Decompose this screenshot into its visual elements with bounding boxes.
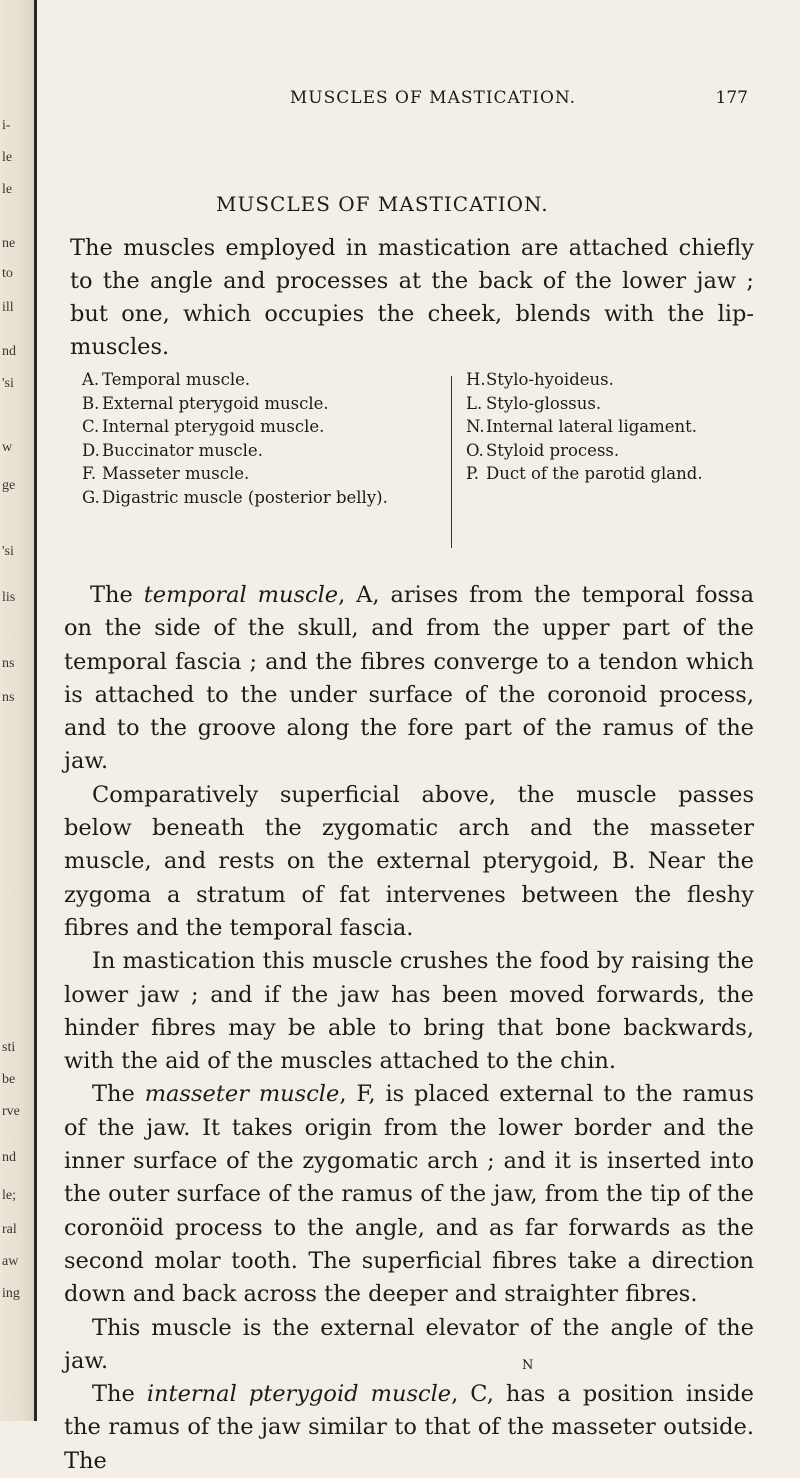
paragraph: Comparatively superficial above, the muscle passes below beneath the zygomatic arch and the masseter muscle, and rests on the external pterygoid, B. Near the zygoma a stratum of fat intervenes between the fleshy fibres and the temporal fascia. <box>64 781 754 941</box>
text-run: , C, has a position inside the ramus of the jaw similar to that of the masseter outside. The <box>64 1381 755 1474</box>
gutter-fragment: rve <box>2 1104 20 1119</box>
term-masseter-muscle: masseter muscle <box>144 1081 340 1108</box>
gutter-fragment: aw <box>2 1254 19 1269</box>
legend-letter: B. <box>82 393 100 413</box>
gutter-fragment: ne <box>2 236 16 251</box>
gutter-fragment: 'si <box>2 544 14 559</box>
gutter-fragment: i- <box>2 118 11 133</box>
gutter-fragment: sti <box>2 1040 16 1055</box>
legend-item <box>466 439 766 463</box>
legend-text: Masseter muscle. <box>102 464 250 483</box>
legend-text: Buccinator muscle. <box>102 440 263 460</box>
figure-legend <box>70 368 760 558</box>
gutter-fragment: le; <box>2 1188 16 1203</box>
binding-edge <box>34 0 37 1421</box>
legend-letter: A. <box>82 370 100 389</box>
running-head: MUSCLES OF MASTICATION. <box>289 88 577 108</box>
signature-mark: N <box>522 1358 534 1373</box>
legend-letter: G. <box>82 487 100 507</box>
legend-text: Digastric muscle (posterior belly). <box>102 487 388 507</box>
legend-letter: F. <box>82 464 97 483</box>
gutter-fragment: w <box>2 440 13 455</box>
gutter-margin <box>0 0 36 1421</box>
gutter-fragment: lis <box>2 590 16 605</box>
gutter-fragment: 'si <box>2 376 14 391</box>
gutter-fragment: ing <box>2 1286 20 1301</box>
gutter-fragment: ns <box>2 690 15 705</box>
paragraph: In mastication this muscle crushes the food by raising the lower jaw ; and if the jaw has been moved forwards, the hinder fibres may be able to bring that bone backwards, with the aid of the muscles attached to the chin. <box>64 948 754 1075</box>
gutter-fragment: le <box>2 182 13 197</box>
gutter-fragment: nd <box>2 1150 16 1165</box>
gutter-fragment: ge <box>2 478 16 493</box>
section-title: MUSCLES OF MASTICATION. <box>216 192 549 216</box>
legend-text: Temporal muscle. <box>102 370 251 389</box>
legend-letter: C. <box>82 417 100 436</box>
legend-letter: D. <box>82 440 100 460</box>
text-run: , A, arises from the temporal fossa on the side of the skull, and from the upper part of the temporal fascia ; and the fibres converge to a tendon which is attached to the under surface of the coronoid process, and to the groove along the fore part of the ramus of the jaw. <box>64 582 754 775</box>
legend-text: Internal lateral ligament. <box>486 417 698 436</box>
gutter-fragment: ns <box>2 656 15 671</box>
legend-text: External pterygoid muscle. <box>102 393 329 413</box>
term-temporal-muscle: temporal muscle <box>143 582 339 608</box>
legend-column-right <box>466 368 766 486</box>
page-number: 177 <box>715 88 748 108</box>
legend-letter: O. <box>466 440 484 460</box>
intro-paragraph: The muscles employed in mastication are attached chiefly to the angle and processes at the back of the lower jaw ; but one, which occupies the cheek, blends with the lip-muscles. <box>70 235 754 360</box>
legend-text: Styloid process. <box>486 440 620 460</box>
legend-item <box>466 368 766 392</box>
legend-item <box>82 462 392 486</box>
legend-item <box>466 392 766 416</box>
gutter-fragment: to <box>2 266 13 281</box>
text-run: , F, is placed external to the ramus of the jaw. It takes origin from the lower border and the inner surface of the zygomatic arch ; and it is inserted into the outer surface of the ramus of the jaw, from the tip of the coronöid process to the angle, and as far forwards as the second molar tooth. The superficial fibres take a direction down and back across the deeper and straighter fibres. <box>64 1081 755 1308</box>
gutter-fragment: ral <box>2 1222 17 1237</box>
gutter-fragment: nd <box>2 344 16 359</box>
legend-item <box>82 486 392 510</box>
term-internal-pterygoid: internal pterygoid muscle <box>146 1381 452 1408</box>
text-run: The <box>90 582 144 608</box>
legend-letter: H. <box>466 370 486 389</box>
legend-letter: P. <box>466 464 480 483</box>
legend-letter: N. <box>466 417 485 436</box>
legend-item <box>82 439 392 463</box>
paragraph-masseter <box>64 1078 754 1311</box>
legend-column-left <box>82 368 392 509</box>
gutter-fragment: be <box>2 1072 16 1087</box>
legend-item <box>82 392 392 416</box>
text-run: The <box>92 1081 145 1108</box>
legend-item <box>466 462 766 486</box>
legend-text: Duct of the parotid gland. <box>486 464 703 483</box>
legend-item <box>466 415 766 439</box>
paragraph-temporal <box>64 579 754 779</box>
body-text <box>64 579 754 1478</box>
text-run: The <box>92 1381 147 1408</box>
legend-item <box>82 368 392 392</box>
paragraph: This muscle is the external elevator of the angle of the jaw. <box>64 1314 754 1374</box>
legend-letter: L. <box>466 393 483 413</box>
legend-item <box>82 415 392 439</box>
paragraph-pterygoid <box>64 1378 754 1478</box>
legend-text: Stylo-glossus. <box>486 393 602 413</box>
legend-divider <box>451 376 452 548</box>
gutter-fragment: ill <box>2 300 14 315</box>
gutter-fragment: le <box>2 150 13 165</box>
legend-text: Internal pterygoid muscle. <box>102 417 325 436</box>
legend-text: Stylo-hyoideus. <box>486 370 614 389</box>
